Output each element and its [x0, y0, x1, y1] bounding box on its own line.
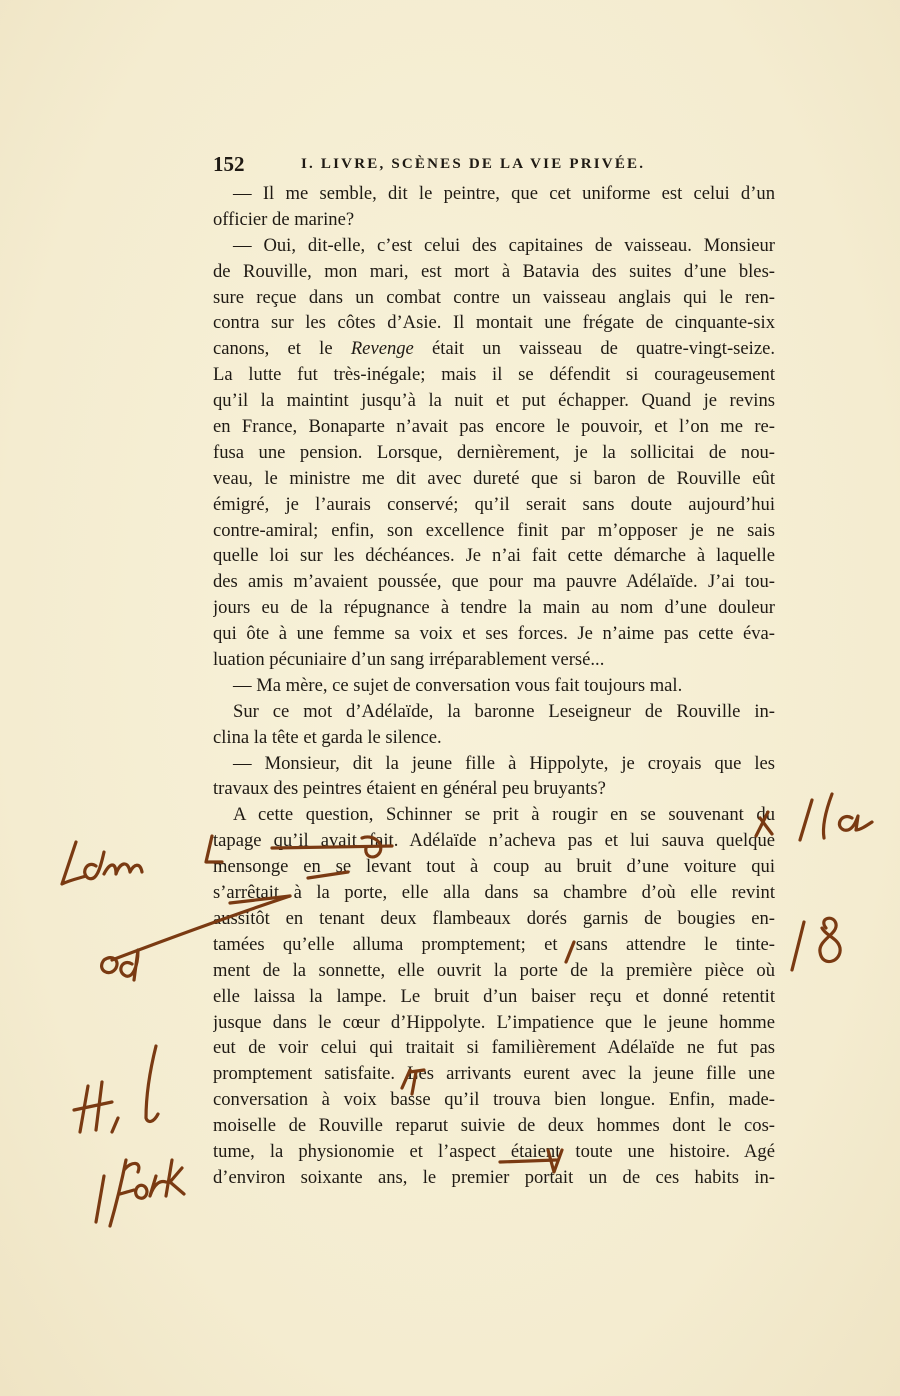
text-line: — Il me semble, dit le peintre, que cet uniforme est celui d’un: [233, 183, 775, 204]
text-line: A cette question, Schinner se prit à rougir en se souvenant du: [233, 804, 775, 826]
text-line: luation pécuniaire d’un sang irréparablement versé...: [213, 649, 605, 671]
text-line: eut de voir celui qui traitait si familièrement Adélaïde ne fut pas: [213, 1037, 775, 1059]
body-text: [213, 181, 775, 1191]
text-line: sure reçue dans un combat contre un vaisseau anglais qui le ren-: [213, 286, 775, 308]
page-number: 152: [213, 152, 245, 176]
running-title: I. LIVRE, SCÈNES DE LA VIE PRIVÉE.: [301, 156, 646, 172]
margin-note-ldm: [62, 842, 142, 884]
text-line: jours eu de la répugnance à tendre la main au nom d’une douleur: [213, 597, 775, 619]
text-line: — Monsieur, dit la jeune fille à Hippolyte, je croyais que les: [233, 752, 775, 774]
text-line: contra sur les côtes d’Asie. Il montait une frégate de cinquante-six: [213, 312, 775, 334]
text-line: quelle loi sur les déchéances. Je n’ai fait cette démarche à laquelle: [213, 545, 775, 567]
page-header: [213, 152, 773, 178]
text-line: de Rouville, mon mari, est mort à Batavia des suites d’une bles-: [213, 260, 775, 282]
text-line: [213, 336, 775, 362]
text-line: aussitôt en tenant deux flambeaux dorés garnis de bougies en-: [213, 907, 775, 929]
text-line: tapage qu’il avait fait. Adélaïde n’acheva pas et lui sauva quelque: [213, 830, 775, 852]
ship-name: Revenge: [350, 338, 414, 360]
text-line: qui ôte à une femme sa voix et ses forces. Je n’aime pas cette éva-: [213, 623, 775, 645]
text-line: elle laissa la lampe. Le bruit d’un baiser reçu et donné retentit: [213, 985, 775, 1007]
margin-note-la: [800, 794, 872, 840]
text-line: émigré, je l’aurais conservé; qu’il serait sans doute aujourd’hui: [213, 493, 775, 515]
text-line: veau, le ministre me dit avec dureté que si baron de Rouville eût: [213, 467, 775, 489]
margin-note-od: [102, 950, 138, 980]
margin-note-h: [74, 1046, 158, 1132]
text-line: tamées qu’elle alluma promptement; et sans attendre le tinte-: [213, 933, 775, 955]
text-line: mensonge en se levant tout à coup au bruit d’une voiture qui: [213, 856, 775, 878]
text-line: moiselle de Rouville reparut suivie de deux hommes dont le cos-: [213, 1115, 775, 1137]
text-segment: était un vaisseau de quatre-vingt-seize.: [432, 338, 775, 360]
margin-note-8: [792, 918, 840, 970]
margin-note-fork: [96, 1160, 184, 1226]
text-line: promptement satisfaite. Les arrivants eurent avec la jeune fille une: [213, 1063, 775, 1085]
text-line: qu’il la maintint jusqu’à la nuit et put échapper. Quand je revins: [213, 390, 775, 412]
text-line: officier de marine?: [213, 208, 355, 230]
text-line: travaux des peintres étaient en général peu bruyants?: [213, 778, 606, 800]
text-line: Sur ce mot d’Adélaïde, la baronne Leseigneur de Rouville in-: [233, 700, 775, 722]
text-line: La lutte fut très-inégale; mais il se défendit si courageusement: [213, 364, 775, 386]
text-line: en France, Bonaparte n’avait pas encore le pouvoir, et l’on me re-: [213, 416, 775, 438]
text-line: ment de la sonnette, elle ouvrit la porte de la première pièce où: [213, 959, 775, 981]
text-line: — Oui, dit-elle, c’est celui des capitaines de vaisseau. Monsieur: [233, 234, 775, 256]
text-line: — Ma mère, ce sujet de conversation vous fait toujours mal.: [233, 674, 683, 696]
text-line: s’arrêtait à la porte, elle alla dans sa chambre d’où elle revint: [213, 882, 775, 904]
text-line: d’environ soixante ans, le premier portait un de ces habits in-: [213, 1166, 775, 1188]
text-line: tume, la physionomie et l’aspect étaient toute une histoire. Agé: [213, 1140, 775, 1162]
text-line: fusa une pension. Lorsque, dernièrement, je la sollicitai de nou-: [213, 441, 775, 463]
text-line: conversation à voix basse qu’il trouva bien longue. Enfin, made-: [213, 1089, 775, 1111]
text-line: clina la tête et garda le silence.: [213, 726, 442, 748]
text-line: contre-amiral; enfin, son excellence finit par m’opposer je ne sais: [213, 519, 775, 541]
text-segment: canons, et le: [213, 338, 333, 360]
text-line: jusque dans le cœur d’Hippolyte. L’impatience que le jeune homme: [213, 1011, 775, 1033]
text-line: des amis m’avaient poussée, que pour ma pauvre Adélaïde. J’ai tou-: [213, 571, 775, 593]
